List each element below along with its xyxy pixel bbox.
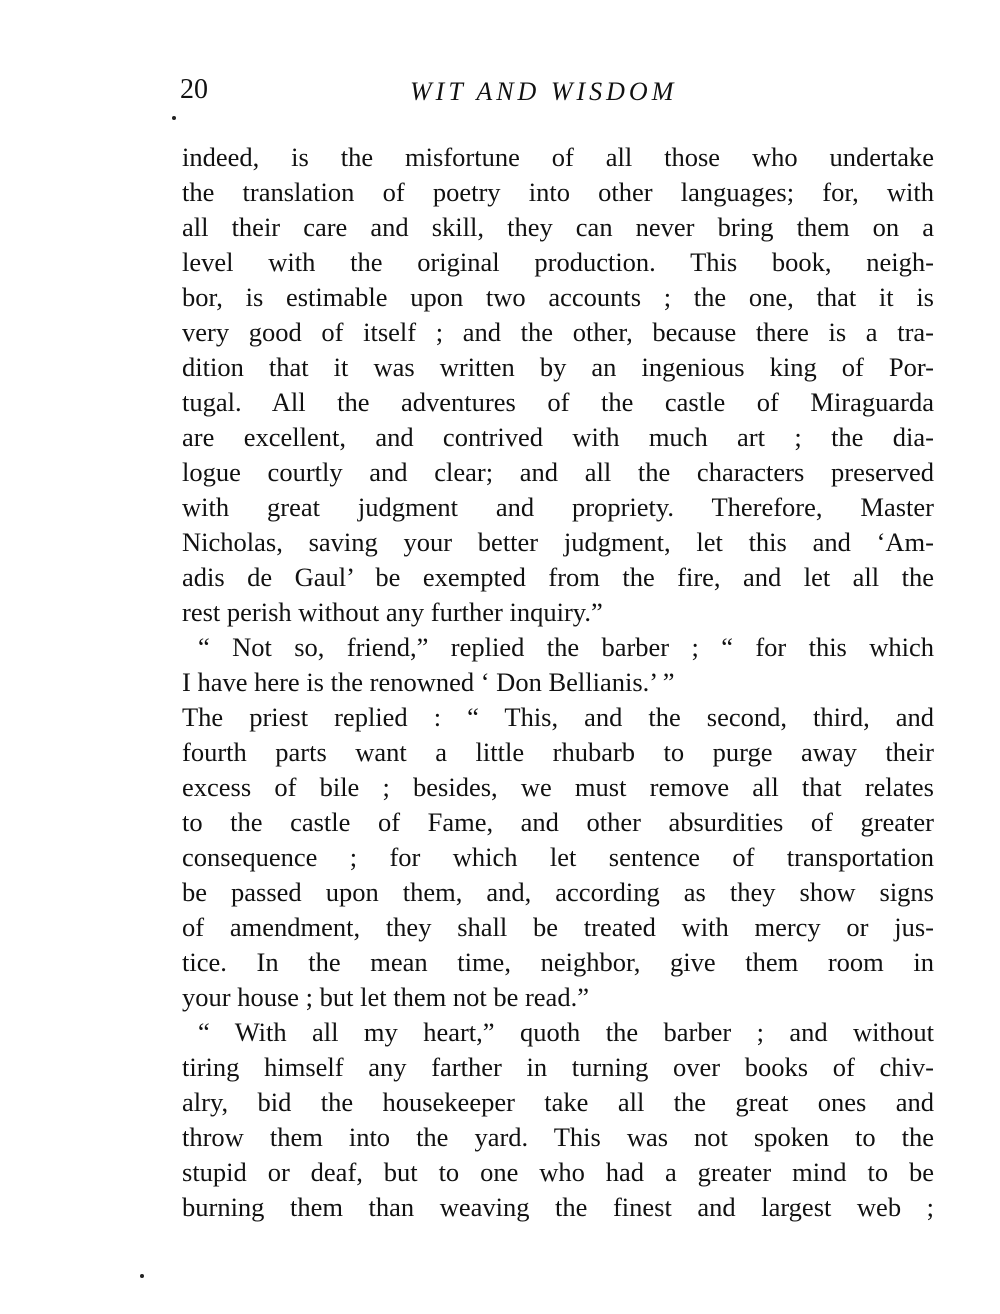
text-line: very good of itself ; and the other, because there is a tra- — [182, 317, 934, 347]
text-line: dition that it was written by an ingenious king of Por- — [182, 352, 934, 382]
text-line: all their care and skill, they can never bring them on a — [182, 212, 934, 242]
text-line: consequence ; for which let sentence of transportation — [182, 842, 934, 872]
text-line: I have here is the renowned ‘ Don Bellianis.’ ” — [182, 667, 675, 697]
text-line: of amendment, they shall be treated with mercy or jus- — [182, 912, 934, 942]
print-speck — [172, 116, 176, 120]
text-line: “ With all my heart,” quoth the barber ; and without — [198, 1017, 934, 1047]
text-line: with great judgment and propriety. Therefore, Master — [182, 492, 934, 522]
text-line: throw them into the yard. This was not spoken to the — [182, 1122, 934, 1152]
text-line: Nicholas, saving your better judgment, let this and ‘Am- — [182, 527, 934, 557]
text-line: tiring himself any farther in turning over books of chiv- — [182, 1052, 934, 1082]
text-line: rest perish without any further inquiry.” — [182, 597, 603, 627]
text-line: tugal. All the adventures of the castle of Miraguarda — [182, 387, 934, 417]
text-line: your house ; but let them not be read.” — [182, 982, 589, 1012]
text-line: level with the original production. This book, neigh- — [182, 247, 934, 277]
text-line: are excellent, and contrived with much art ; the dia- — [182, 422, 934, 452]
text-line: burning them than weaving the finest and largest web ; — [182, 1192, 934, 1222]
running-head — [180, 72, 932, 112]
text-line: The priest replied : “ This, and the second, third, and — [182, 702, 934, 732]
text-line: indeed, is the misfortune of all those who undertake — [182, 142, 934, 172]
body-text — [182, 140, 934, 1225]
text-line: logue courtly and clear; and all the characters preserved — [182, 457, 934, 487]
text-line: “ Not so, friend,” replied the barber ; “ for this which — [198, 632, 934, 662]
page-number: 20 — [180, 74, 208, 105]
text-line: alry, bid the housekeeper take all the great ones and — [182, 1087, 934, 1117]
text-line: stupid or deaf, but to one who had a greater mind to be — [182, 1157, 934, 1187]
text-line: fourth parts want a little rhubarb to purge away their — [182, 737, 934, 767]
text-line: excess of bile ; besides, we must remove all that relates — [182, 772, 934, 802]
text-line: be passed upon them, and, according as they show signs — [182, 877, 934, 907]
text-line: adis de Gaul’ be exempted from the fire, and let all the — [182, 562, 934, 592]
running-title: WIT AND WISDOM — [410, 77, 678, 106]
print-speck — [140, 1274, 144, 1278]
text-line: bor, is estimable upon two accounts ; the one, that it is — [182, 282, 934, 312]
text-line: tice. In the mean time, neighbor, give them room in — [182, 947, 934, 977]
text-line: to the castle of Fame, and other absurdities of greater — [182, 807, 934, 837]
text-line: the translation of poetry into other languages; for, with — [182, 177, 934, 207]
